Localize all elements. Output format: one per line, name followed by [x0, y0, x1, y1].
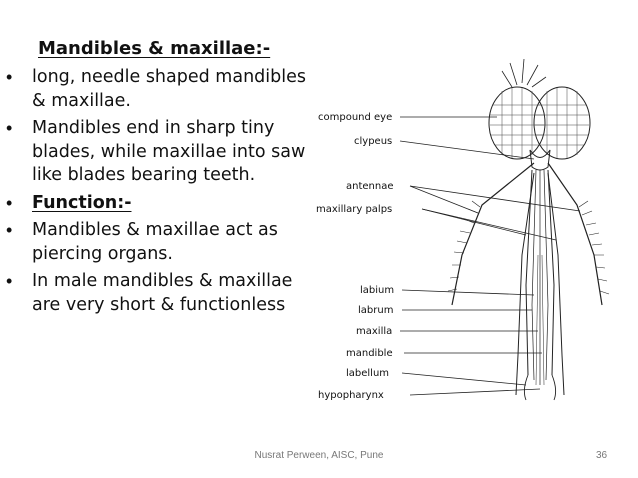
bullet-dot: • [6, 271, 13, 291]
bullet-text: Mandibles & maxillae act as piercing organs. [32, 220, 278, 264]
bullet-item [6, 66, 316, 113]
left-compound-eye [489, 87, 545, 159]
label-mandible: mandible [346, 348, 393, 359]
label-maxilla: maxilla [356, 326, 393, 337]
right-compound-eye [534, 87, 590, 159]
bullet-text: long, needle shaped mandibles & maxillae. [32, 67, 306, 111]
bullet-item-function [6, 192, 316, 216]
bullet-text: Mandibles end in sharp tiny blades, while maxillae into saw like blades bearing teeth. [32, 118, 306, 185]
bullet-item [6, 219, 316, 266]
bullet-dot: • [6, 192, 13, 213]
bullet-text: In male mandibles & maxillae are very short & functionless [32, 271, 293, 315]
page-number: 36 [596, 450, 608, 461]
mosquito-head-diagram [312, 55, 632, 410]
footer-credit: Nusrat Perween, AISC, Pune [254, 450, 384, 461]
bullet-dot: • [6, 67, 13, 87]
label-antennae: antennae [346, 181, 394, 192]
label-labium: labium [360, 285, 395, 296]
bullet-dot: • [6, 118, 13, 138]
label-labellum: labellum [346, 368, 390, 379]
bullet-text: Function:- [32, 192, 132, 213]
label-labrum: labrum [358, 305, 394, 316]
label-hypopharynx: hypopharynx [318, 390, 384, 401]
label-clypeus: clypeus [354, 136, 393, 147]
bullet-item [6, 270, 316, 317]
label-compound-eye: compound eye [318, 112, 393, 123]
mosquito-mouthparts-illustration [312, 55, 632, 410]
bullet-dot: • [6, 220, 13, 240]
slide-heading: Mandibles & maxillae:- [38, 38, 271, 59]
bullet-list [6, 66, 316, 321]
label-maxillary-palps: maxillary palps [316, 204, 393, 215]
bullet-item [6, 117, 316, 188]
